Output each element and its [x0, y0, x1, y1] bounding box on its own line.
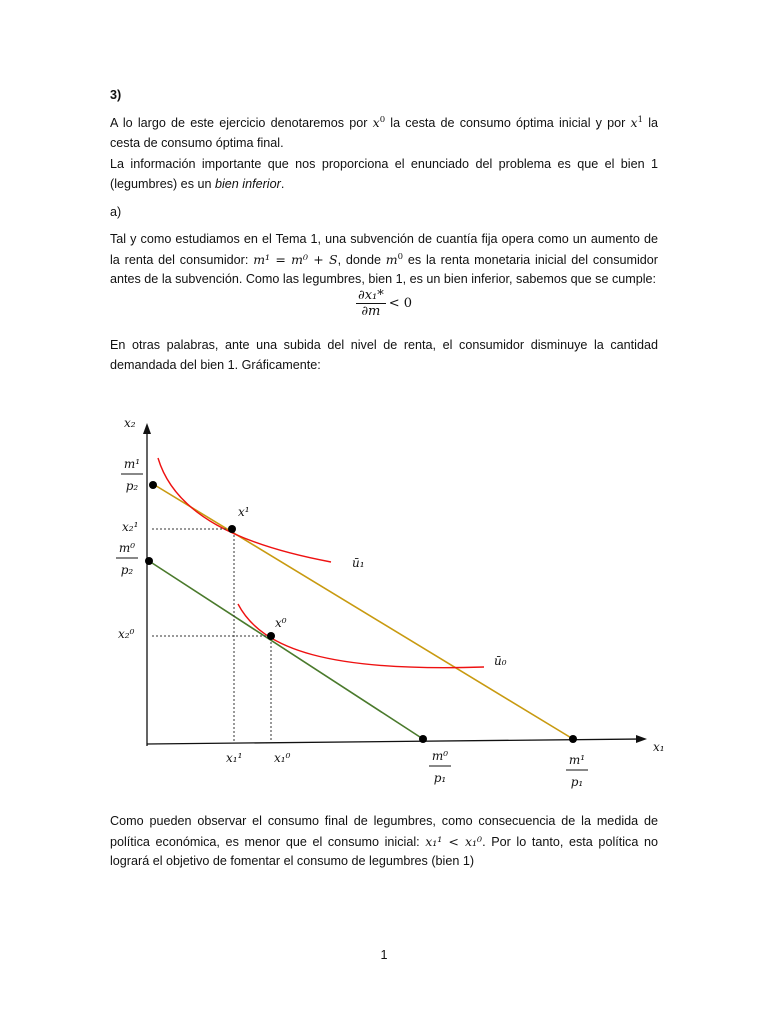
optimum-x1-dot — [228, 525, 236, 533]
intro-paragraph: A lo largo de este ejercicio denotaremos por $x^0$ la cesta de consumo óptima inicial y por $x^1$ la cesta de consumo óptima final. — [110, 115, 658, 150]
m1-over-p1-num: m¹ — [568, 753, 586, 767]
consumption-inequality: x₁¹ < x₁⁰ — [425, 833, 483, 849]
m0-over-p2-num: m⁰ — [118, 541, 136, 555]
u1-label: ū₁ — [352, 556, 365, 570]
optimum-x0-label: x⁰ — [275, 616, 287, 630]
conclusion-paragraph: Como pueden observar el consumo final de legumbres, como consecuencia de la medida de política económica, es menor que el consumo inicial: x₁¹ < x₁⁰. Por lo tanto, esta política no logrará el objetivo de fomentar el consumo de legumbres (bien 1) — [110, 814, 658, 868]
m1-over-p1-den: p₁ — [570, 775, 584, 789]
derivative-fraction: $\frac{\text{∂x₁*}}{\partial m}$ — [357, 288, 384, 319]
optimum-x1-label: x¹ — [238, 505, 250, 519]
x1-final-label: x₁¹ — [226, 751, 243, 765]
exercise-heading: 3) — [110, 88, 122, 102]
page-number: 1 — [380, 948, 388, 962]
m0-over-p1-num: m⁰ — [431, 749, 449, 763]
x1-symbol: $x^1$ — [630, 115, 644, 130]
m1-over-p2-num: m¹ — [123, 457, 141, 471]
x0-symbol: $x^0$ — [372, 115, 386, 130]
u0-label: ū₀ — [494, 654, 507, 668]
x2-final-label: x₂¹ — [122, 520, 139, 534]
x-axis — [147, 739, 640, 744]
income-equation: m¹ = m⁰ + S — [253, 251, 338, 267]
intercept-m1-p2-dot — [149, 481, 157, 489]
intercept-m0-p2-dot — [145, 557, 153, 565]
info-paragraph: La información importante que nos proporciona el enunciado del problema es que el bien 1 (legumbres) es un bien inferior. — [110, 157, 658, 191]
initial-budget-line — [149, 561, 423, 739]
y-axis-arrow — [143, 423, 151, 434]
less-than-zero: < 0 — [388, 296, 413, 311]
m0-symbol: $m^0$ — [385, 251, 404, 267]
m0-over-p1-den: p₁ — [433, 771, 447, 785]
x1-initial-label: x₁⁰ — [274, 751, 291, 765]
m1-over-p2-den: p₂ — [125, 479, 139, 493]
intercept-m0-p1-dot — [419, 735, 427, 743]
subsidy-paragraph: Tal y como estudiamos en el Tema 1, una subvención de cuantía fija opera como un aumento de la renta del consumidor: m¹ = m⁰ + S, donde $m^0$ es la renta monetaria inicial del consumidor antes de la subvención. Como las legumbres, bien 1, es un bien inferior, sabemos que se cumple: — [110, 232, 659, 286]
inferior-good-emphasis: bien inferior — [215, 176, 281, 191]
y-axis-label: x₂ — [124, 416, 136, 430]
m0-over-p2-den: p₂ — [120, 563, 134, 577]
x-axis-label: x₁ — [653, 740, 665, 754]
graphically-paragraph: En otras palabras, ante una subida del nivel de renta, el consumidor disminuye la cantidad demandada del bien 1. Gráficamente: — [110, 338, 658, 372]
intercept-m1-p1-dot — [569, 735, 577, 743]
x-axis-arrow — [636, 735, 647, 743]
optimum-x0-dot — [267, 632, 275, 640]
x2-initial-label: x₂⁰ — [118, 627, 135, 641]
part-a-label: a) — [110, 205, 122, 219]
